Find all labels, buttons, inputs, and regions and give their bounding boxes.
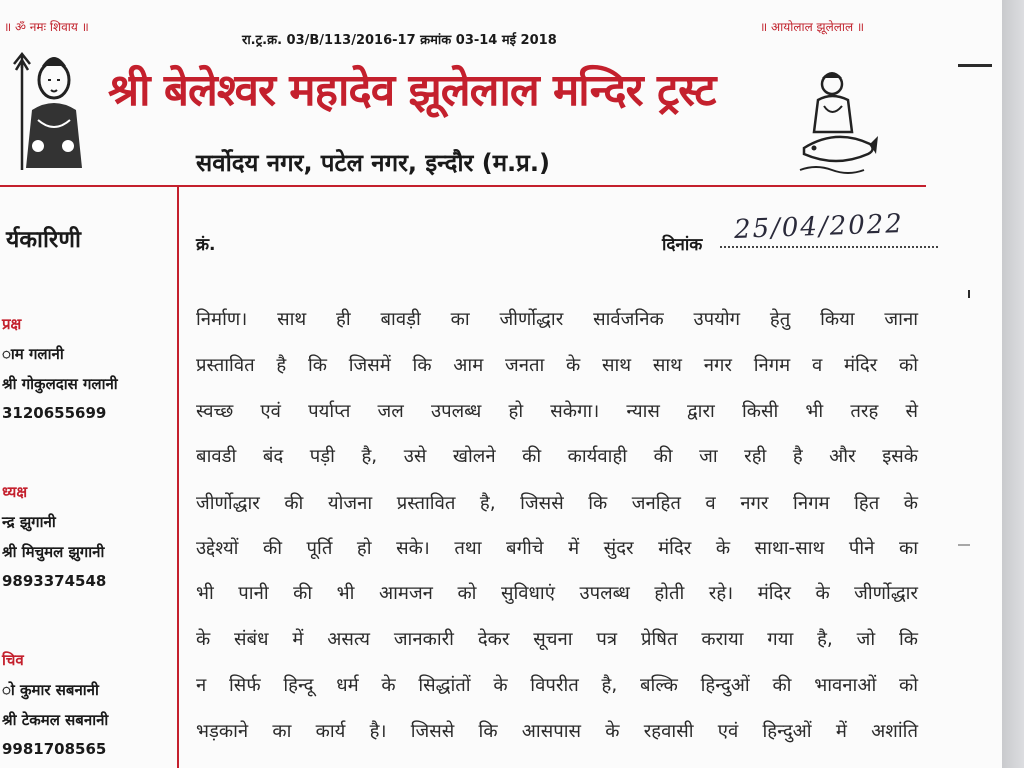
stray-smudge-mark — [958, 544, 970, 546]
date-dotted-line — [720, 246, 938, 248]
top-left-invocation: ॥ ॐ नमः शिवाय ॥ — [4, 20, 89, 34]
member-father-name: श्री टेकमल सबनानी — [2, 711, 109, 729]
top-right-invocation: ॥ आयोलाल झूलेलाल ॥ — [760, 20, 865, 34]
member-father-name: श्री मिचुमल झुगानी — [2, 543, 105, 561]
stray-dash-mark — [958, 64, 992, 67]
handwritten-date: 25/04/2022 — [733, 209, 905, 245]
body-line: प्रस्तावित है कि जिसमें कि आम जनता के साथ साथ नगर निगम व मंदिर को — [196, 355, 918, 376]
header-divider — [0, 185, 926, 187]
member-father-name: श्री गोकुलदास गलानी — [2, 375, 118, 393]
body-line: न सिर्फ हिन्दू धर्म के सिद्धांतों के विपरीत है, बल्कि हिन्दुओं की भावनाओं को — [196, 675, 918, 696]
sidebar-divider — [177, 187, 179, 768]
body-line: उद्देश्यों की पूर्ति हो सके। तथा बगीचे में सुंदर मंदिर के साथा-साथ पीने का — [196, 538, 918, 559]
member-role: चिव — [2, 651, 24, 669]
body-line: के संबंध में असत्य जानकारी देकर सूचना पत्र प्रेषित कराया गया है, जो कि — [196, 629, 918, 650]
member-name: ाम गलानी — [2, 345, 64, 363]
body-line: स्वच्छ एवं पर्याप्त जल उपलब्ध हो सकेगा। न्यास द्वारा किसी भी तरह से — [196, 401, 918, 422]
body-line: जीर्णोद्धार की योजना प्रस्तावित है, जिससे कि जनहित व नगर निगम हित के — [196, 493, 918, 514]
body-line: बावडी बंद पड़ी है, उसे खोलने की कार्यवाही की जा रही है और इसके — [196, 446, 918, 467]
trust-name-heading: श्री बेलेश्वर महादेव झूलेलाल मन्दिर ट्रस्ट — [108, 65, 716, 116]
date-label: दिनांक — [662, 235, 703, 255]
member-phone: 9981708565 — [2, 740, 107, 758]
trust-address: सर्वोदय नगर, पटेल नगर, इन्दौर (म.प्र.) — [196, 149, 550, 177]
registration-number: रा.ट्र.क्र. 03/B/113/2016-17 क्रमांक 03-14 मई 2018 — [242, 33, 557, 48]
body-line: निर्माण। साथ ही बावड़ी का जीर्णोद्धार सार्वजनिक उपयोग हेतु किया जाना — [196, 309, 918, 330]
reference-label: क्रं. — [196, 235, 216, 255]
member-phone: 3120655699 — [2, 404, 107, 422]
member-name: न्द्र झुगानी — [2, 513, 56, 531]
sidebar-heading: र्यकारिणी — [6, 227, 81, 253]
body-line: भड़काने का कार्य है। जिससे कि आसपास के रहवासी एवं हिन्दुओं में अशांति — [196, 721, 918, 742]
member-name: ो कुमार सबनानी — [2, 681, 99, 699]
member-phone: 9893374548 — [2, 572, 107, 590]
member-role: ध्यक्ष — [2, 483, 28, 501]
jhulelal-illustration-icon — [796, 70, 880, 178]
shiva-illustration-icon — [8, 50, 90, 178]
scan-edge — [1002, 0, 1024, 768]
stray-tick-mark — [968, 290, 970, 298]
body-line: भी पानी की भी आमजन को सुविधाएं उपलब्ध होती रहे। मंदिर के जीर्णोद्धार — [196, 583, 918, 604]
member-role: प्रक्ष — [2, 315, 22, 333]
